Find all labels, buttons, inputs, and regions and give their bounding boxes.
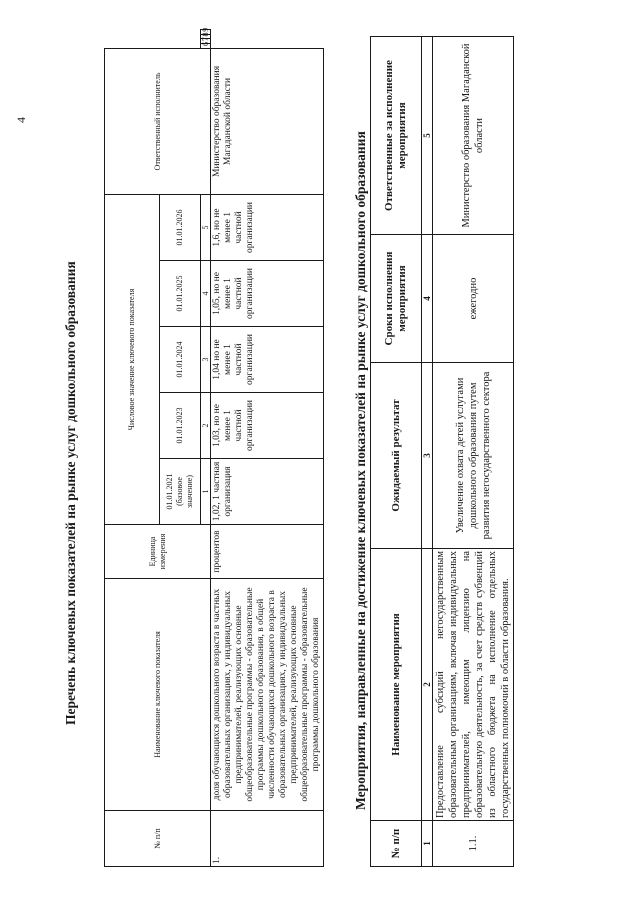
row-2025-value: 1,05, но не менее 1 частной организации <box>211 261 324 327</box>
m-colnum-5: 5 <box>422 37 433 235</box>
row-base-value: 1,02, 1 частная организация <box>211 459 324 525</box>
m-row-num: 1.1. <box>433 821 514 867</box>
section2-title: Мероприятия, направленные на достижение ключевых показателей на рынке услуг дошкольного образования <box>353 131 368 810</box>
section1-title: Перечень ключевых показателей на рынке услуг дошкольного образования <box>63 261 78 725</box>
row-unit: процентов <box>211 525 324 579</box>
colnum-2: 2 <box>201 393 211 459</box>
m-row-responsible: Министерство образования Магаданской области <box>433 37 514 235</box>
header-group: Числовое значение ключевого показателя <box>105 194 160 524</box>
header-base: 01.01.2021 (базовое значение) <box>160 459 201 525</box>
page-number: 4 <box>14 117 28 123</box>
m-row-expected-result: Увеличение охвата детей услугами дошкольного образования путем развития негосударственного сектора <box>433 363 514 549</box>
row-2024-value: 1,04 но не менее 1 частной организации <box>211 327 324 393</box>
header-num: № п/п <box>105 811 211 867</box>
header-2026: 01.01.2026 <box>160 194 201 260</box>
header-resp: Ответственный исполнитель <box>105 48 211 194</box>
m-row-measure-name: Предоставление субсидий негосударственным образовательным организациям, включая индивидуальных предпринимателей, имеющим лицензию на образовательную деятельность, за счет средств субвенций из областного бюджета на исполнение отдельных государственных полномочий в области образования. <box>433 549 514 821</box>
header-name: Наименование ключевого показателя <box>105 579 211 811</box>
m-colnum-1: 1 <box>422 821 433 867</box>
m-header-resp: Ответственные за исполнение мероприятия <box>371 37 422 235</box>
colnum-4: 4 <box>201 261 211 327</box>
row-indicator-name: доля обучающихся дошкольного возраста в частных образовательных организациях, у индивидуальных предпринимателей, реализующих основные общеобразовательные программы - образовательные программы дошкольного образования, в общей численности обучающихся дошкольного возраста в образовательных организациях, у индивидуальных предпринимателей, реализующих основные общеобразовательные программы - образовательные программы дошкольного образования <box>211 579 324 811</box>
row-responsible: Министерство образования Магаданской области <box>211 48 324 194</box>
table-row <box>433 37 514 867</box>
row-2023-value: 1,03, но не менее 1 частной организации <box>211 393 324 459</box>
table-row <box>211 30 324 867</box>
header-2024: 01.01.2024 <box>160 327 201 393</box>
colnum-1: 1 <box>201 459 211 525</box>
header-2025: 01.01.2025 <box>160 261 201 327</box>
row-num: 1. <box>211 811 324 867</box>
row-2026-value: 1,6, но не менее 1 частной организации <box>211 194 324 260</box>
colnum-7: 7 <box>201 39 211 44</box>
m-header-num: № п/п <box>371 821 422 867</box>
m-header-result: Ожидаемый результат <box>371 363 422 549</box>
m-header-name: Наименование мероприятия <box>371 549 422 821</box>
measures-table <box>370 36 514 867</box>
m-header-term: Сроки исполнения мероприятия <box>371 235 422 363</box>
colnum-3: 3 <box>201 327 211 393</box>
m-colnum-4: 4 <box>422 235 433 363</box>
m-colnum-3: 3 <box>422 363 433 549</box>
header-unit: Единица измерения <box>105 525 211 579</box>
m-column-number-row <box>422 37 433 867</box>
colnum-6: 6 <box>201 44 211 49</box>
m-row-term: ежегодно <box>433 235 514 363</box>
header-2023: 01.01.2023 <box>160 393 201 459</box>
m-colnum-2: 2 <box>422 549 433 821</box>
colnum-9: 9 <box>201 30 211 35</box>
colnum-5: 5 <box>201 194 211 260</box>
colnum-8: 8 <box>201 34 211 39</box>
key-indicators-table <box>104 29 324 867</box>
